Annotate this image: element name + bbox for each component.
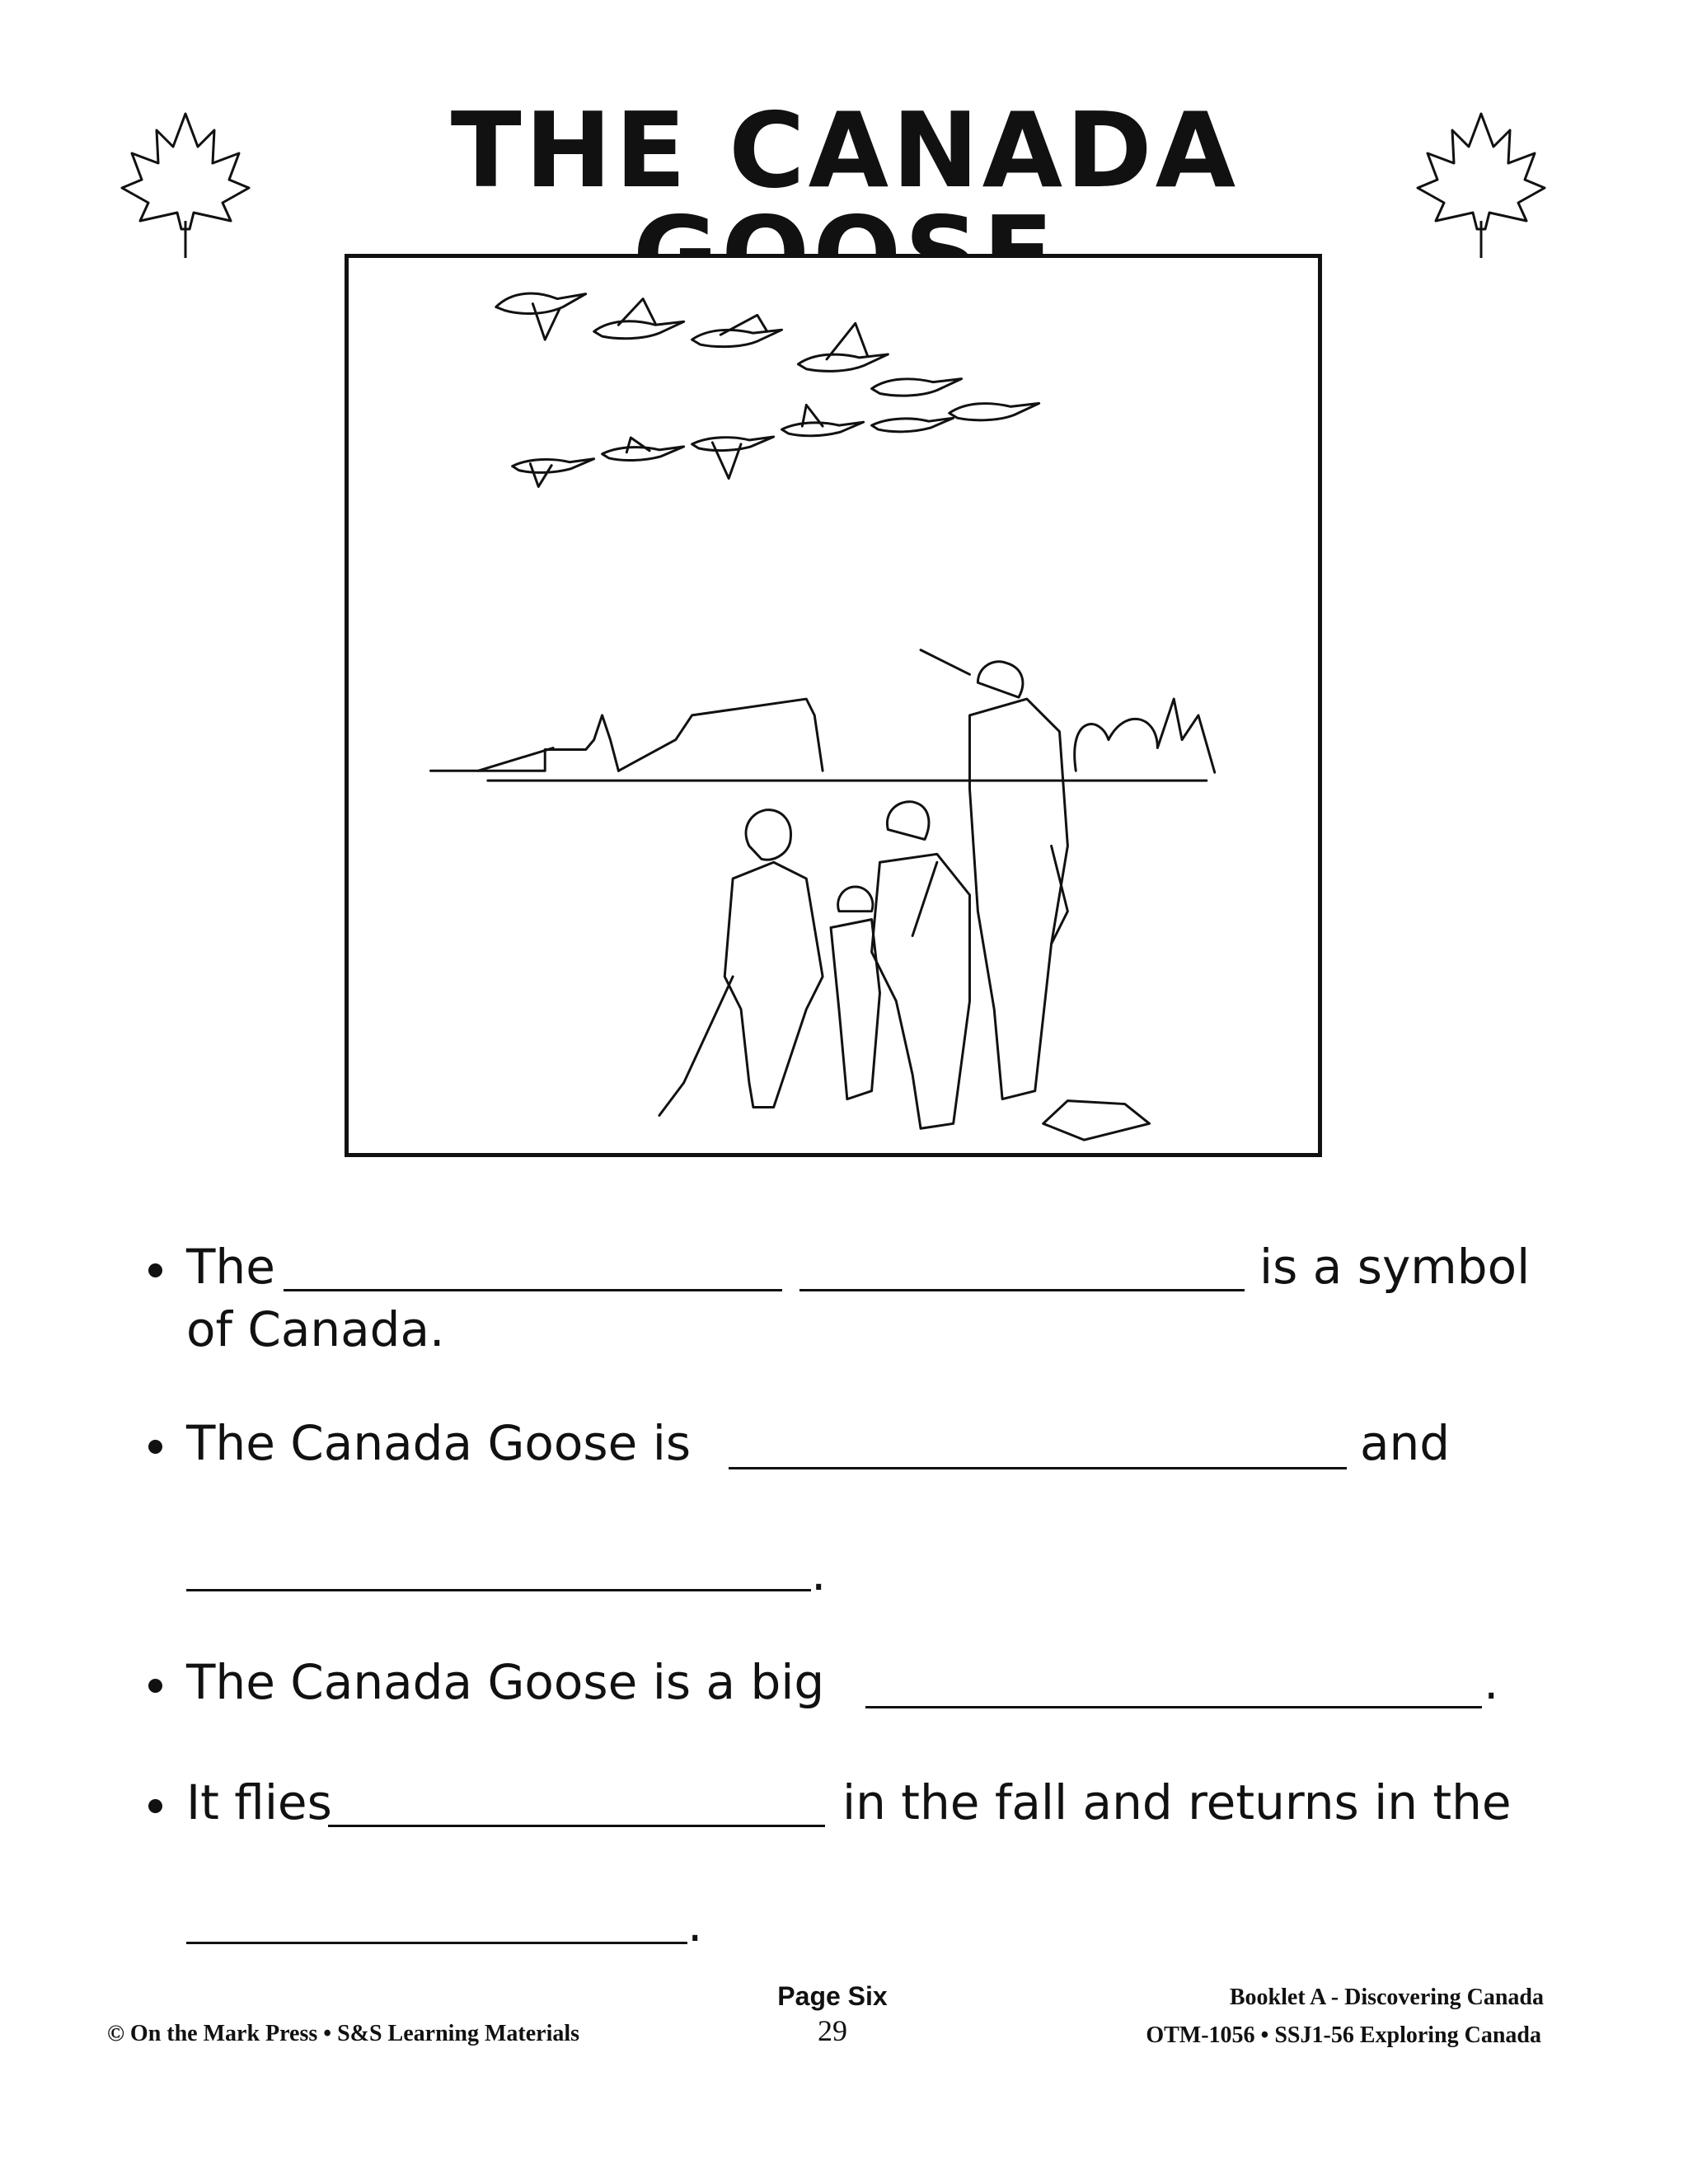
- question-2-before: The Canada Goose is: [186, 1415, 692, 1471]
- series-code: OTM-1056 • SSJ1-56 Exploring Canada: [1146, 2022, 1541, 2048]
- question-3-end: .: [1484, 1654, 1499, 1710]
- bullet-icon: [148, 1679, 162, 1693]
- question-2-blank-1[interactable]: [729, 1467, 1347, 1469]
- question-4-end: .: [687, 1896, 703, 1952]
- question-4-blank-1[interactable]: [328, 1825, 825, 1827]
- question-2-end: .: [811, 1545, 827, 1601]
- page-title: THE CANADA: [450, 90, 1240, 211]
- page-label: Page Six: [777, 1981, 888, 2011]
- illustration-drawing: [349, 258, 1318, 1153]
- geese-flight-illustration: [345, 254, 1322, 1157]
- question-4-before: It flies: [186, 1774, 332, 1830]
- question-1-continuation: of Canada.: [186, 1301, 445, 1357]
- question-1-blank-2[interactable]: [799, 1289, 1245, 1291]
- copyright-text: © On the Mark Press • S&S Learning Materials: [107, 2021, 580, 2046]
- bullet-icon: [148, 1263, 162, 1277]
- question-2-blank-2[interactable]: [186, 1589, 811, 1591]
- bullet-icon: [148, 1440, 162, 1454]
- question-1-blank-1[interactable]: [284, 1289, 782, 1291]
- maple-leaf-icon: [1411, 105, 1551, 262]
- bullet-icon: [148, 1799, 162, 1813]
- question-2-after: and: [1360, 1415, 1451, 1471]
- question-1-before: The: [186, 1239, 275, 1295]
- page-number: 29: [818, 2014, 847, 2047]
- question-1-after: is a symbol: [1259, 1239, 1531, 1295]
- question-4-after: in the fall and returns in the: [842, 1774, 1512, 1830]
- question-4-blank-2[interactable]: [186, 1942, 687, 1944]
- question-3-blank-1[interactable]: [865, 1706, 1482, 1708]
- booklet-title: Booklet A - Discovering Canada: [1229, 1985, 1544, 2010]
- question-3-before: The Canada Goose is a big: [186, 1654, 825, 1710]
- maple-leaf-icon: [115, 105, 256, 262]
